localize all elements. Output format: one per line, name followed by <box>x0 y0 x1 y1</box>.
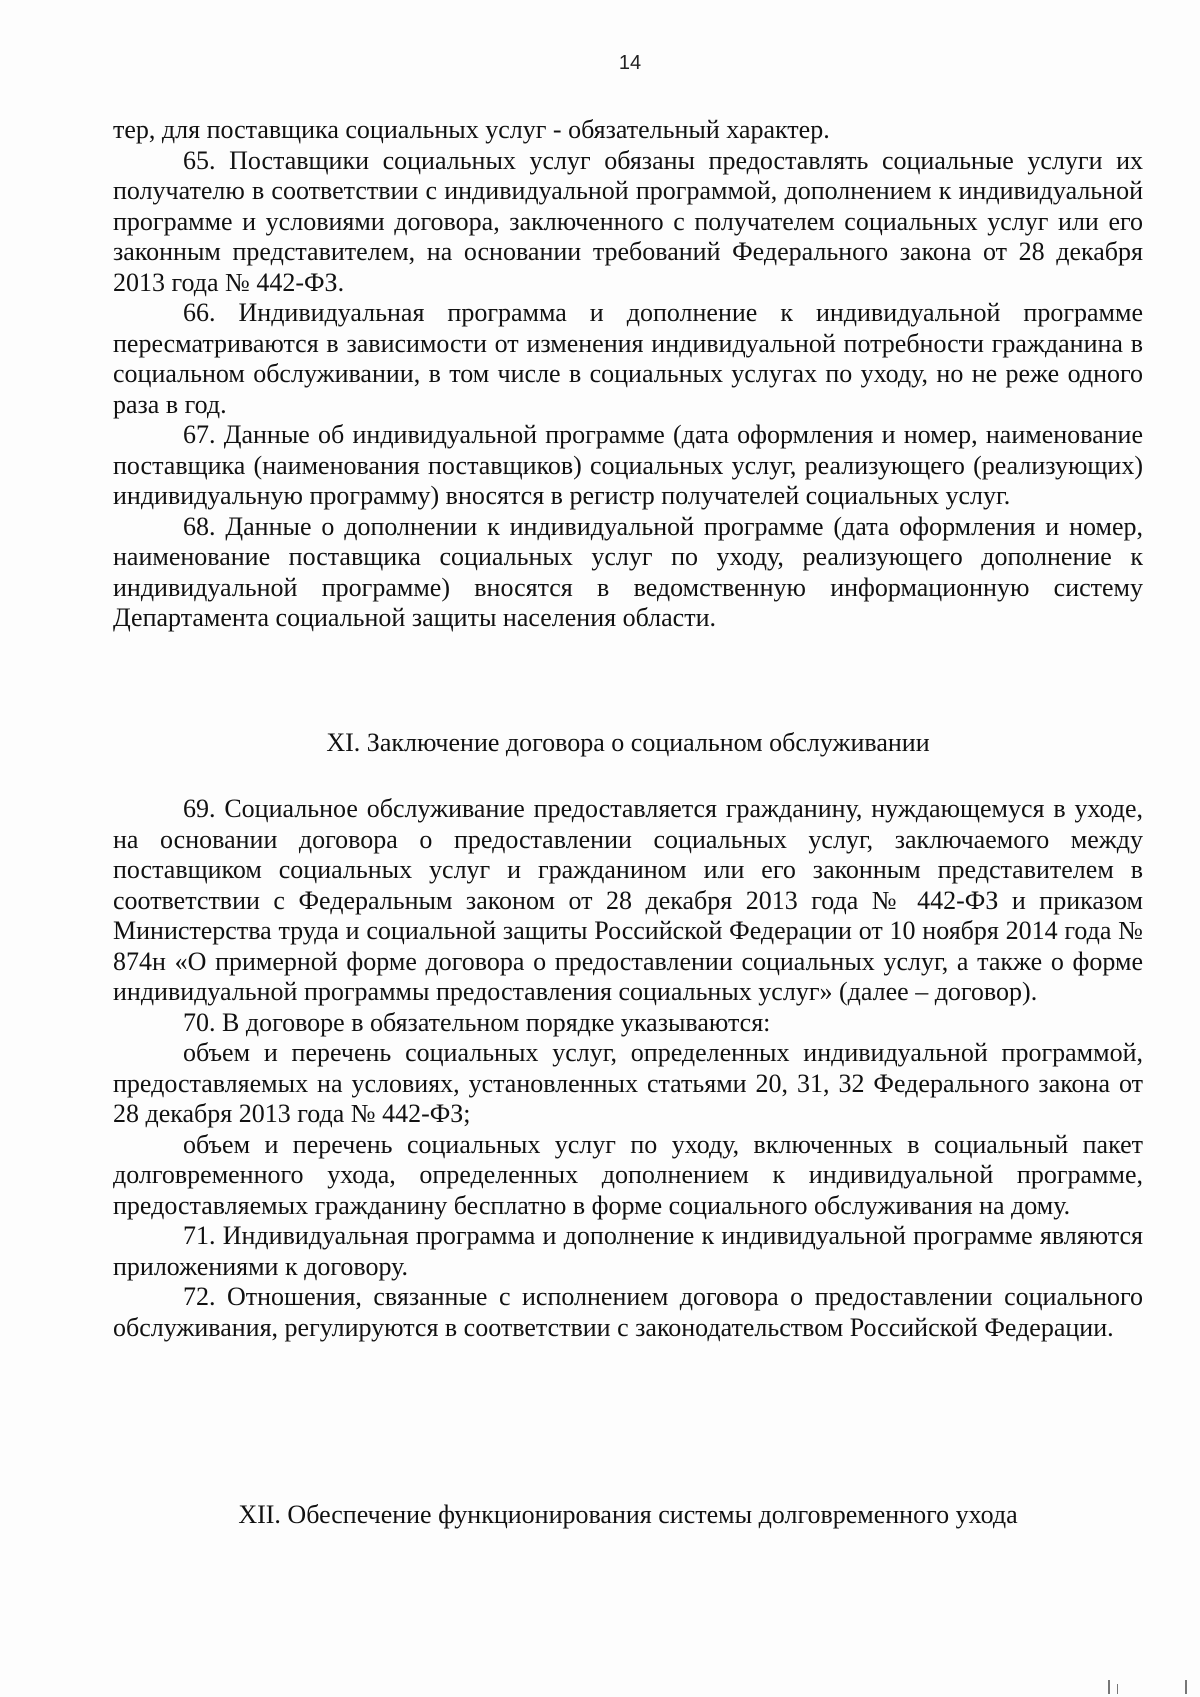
section-heading-xii: XII. Обеспечение функционирования системы долговременного ухода <box>238 1500 1018 1529</box>
paragraph-70-item-1: объем и перечень социальных услуг, определенных индивидуальной программой, предоставляемых на условиях, установленных статьями 20, 31, 32 Федерального закона от 28 декабря 2013 года № 442-ФЗ; <box>113 1038 1143 1128</box>
paragraph-67: 67. Данные об индивидуальной программе (дата оформления и номер, наименование поставщика (наименования поставщиков) социальных услуг, реализующего (реализующих) индивидуальную программу) вносятся в регистр получателей социальных услуг. <box>113 420 1143 510</box>
text-block-top <box>113 115 1143 634</box>
scan-artifact <box>1185 1680 1187 1694</box>
paragraph-71: 71. Индивидуальная программа и дополнение к индивидуальной программе являются приложениями к договору. <box>113 1221 1143 1281</box>
page-number: 14 <box>618 52 642 74</box>
paragraph-69: 69. Социальное обслуживание предоставляется гражданину, нуждающемуся в уходе, на основании договора о предоставлении социальных услуг, заключаемого между поставщиком социальных услуг и гражданином или его законным представителем в соответствии с Федеральным законом от 28 декабря 2013 года № 442-ФЗ и приказом Министерства труда и социальной защиты Российской Федерации от 10 ноября 2014 года № 874н «О примерной форме договора о предоставлении социальных услуг, а также о форме индивидуальной программы предоставления социальных услуг» (далее – договор). <box>113 794 1143 1006</box>
scan-artifact <box>1117 1684 1118 1694</box>
scan-artifact <box>1108 1680 1110 1694</box>
paragraph-65: 65. Поставщики социальных услуг обязаны предоставлять социальные услуги их получателю в соответствии с индивидуальной программой, дополнением к индивидуальной программе и условиями договора, заключенного с получателем социальных услуг или его законным представителем, на основании требований Федерального закона от 28 декабря 2013 года № 442-ФЗ. <box>113 145 1143 297</box>
paragraph-continuation: тер, для поставщика социальных услуг - обязательный характер. <box>113 115 830 144</box>
paragraph-66: 66. Индивидуальная программа и дополнение к индивидуальной программе пересматриваются в зависимости от изменения индивидуальной потребности гражданина в социальном обслуживании, в том числе в социальных услугах по уходу, но не реже одного раза в год. <box>113 298 1143 419</box>
section-heading-xi: XI. Заключение договора о социальном обслуживании <box>326 728 930 757</box>
paragraph-70: 70. В договоре в обязательном порядке указываются: <box>183 1007 771 1037</box>
text-block-section-xi <box>113 794 1143 1343</box>
paragraph-72: 72. Отношения, связанные с исполнением договора о предоставлении социального обслуживания, регулируются в соответствии с законодательством Российской Федерации. <box>113 1282 1143 1342</box>
paragraph-70-item-2: объем и перечень социальных услуг по уходу, включенных в социальный пакет долговременного ухода, определенных дополнением к индивидуальной программе, предоставляемых гражданину бесплатно в форме социального обслуживания на дому. <box>113 1129 1143 1220</box>
paragraph-68: 68. Данные о дополнении к индивидуальной программе (дата оформления и номер, наименование поставщика социальных услуг по уходу, реализующего дополнение к индивидуальной программе) вносятся в ведомственную информационную систему Департамента социальной защиты населения области. <box>113 511 1143 632</box>
